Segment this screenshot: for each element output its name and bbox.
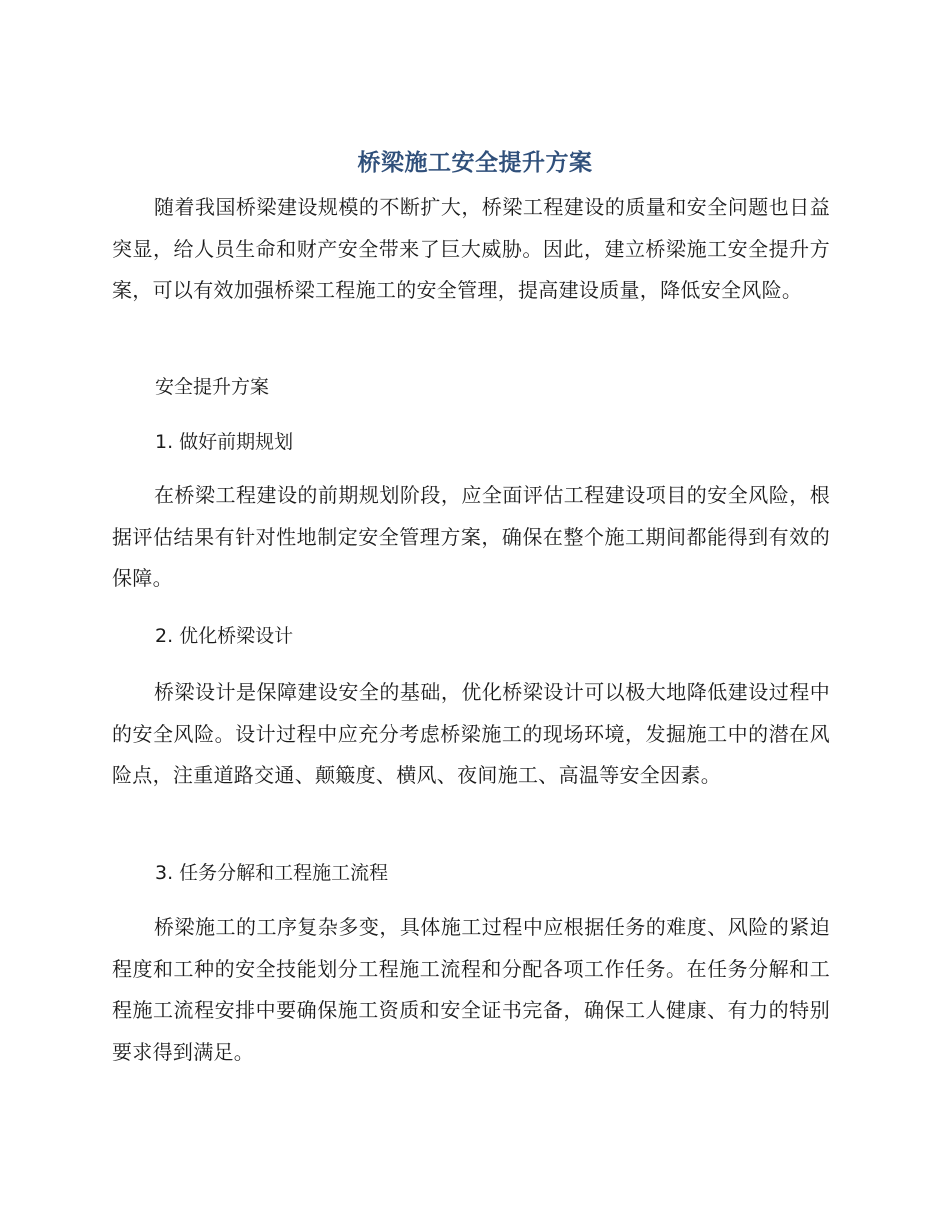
section-heading: 安全提升方案	[155, 376, 270, 398]
document-title: 桥梁施工安全提升方案	[357, 150, 593, 176]
subsection-body-2: 桥梁设计是保障建设安全的基础，优化桥梁设计可以极大地降低建设过程中的安全风险。设计过程中应充分考虑桥梁施工的现场环境，发掘施工中的潜在风险点，注重道路交通、颠簸度、横风、夜间施工、高温等安全因素。	[112, 680, 830, 787]
subsection-heading-2: 2. 优化桥梁设计	[155, 625, 294, 647]
subsection-body-1: 在桥梁工程建设的前期规划阶段，应全面评估工程建设项目的安全风险，根据评估结果有针对性地制定安全管理方案，确保在整个施工期间都能得到有效的保障。	[112, 483, 830, 590]
subsection-heading-1: 1. 做好前期规划	[155, 431, 294, 453]
intro-paragraph: 随着我国桥梁建设规模的不断扩大，桥梁工程建设的质量和安全问题也日益突显，给人员生命和财产安全带来了巨大威胁。因此，建立桥梁施工安全提升方案，可以有效加强桥梁工程施工的安全管理，提高建设质量，降低安全风险。	[112, 195, 830, 302]
subsection-body-3: 桥梁施工的工序复杂多变，具体施工过程中应根据任务的难度、风险的紧迫程度和工种的安全技能划分工程施工流程和分配各项工作任务。在任务分解和工程施工流程安排中要确保施工资质和安全证书完备，确保工人健康、有力的特别要求得到满足。	[112, 915, 830, 1064]
subsection-heading-3: 3. 任务分解和工程施工流程	[155, 862, 389, 884]
